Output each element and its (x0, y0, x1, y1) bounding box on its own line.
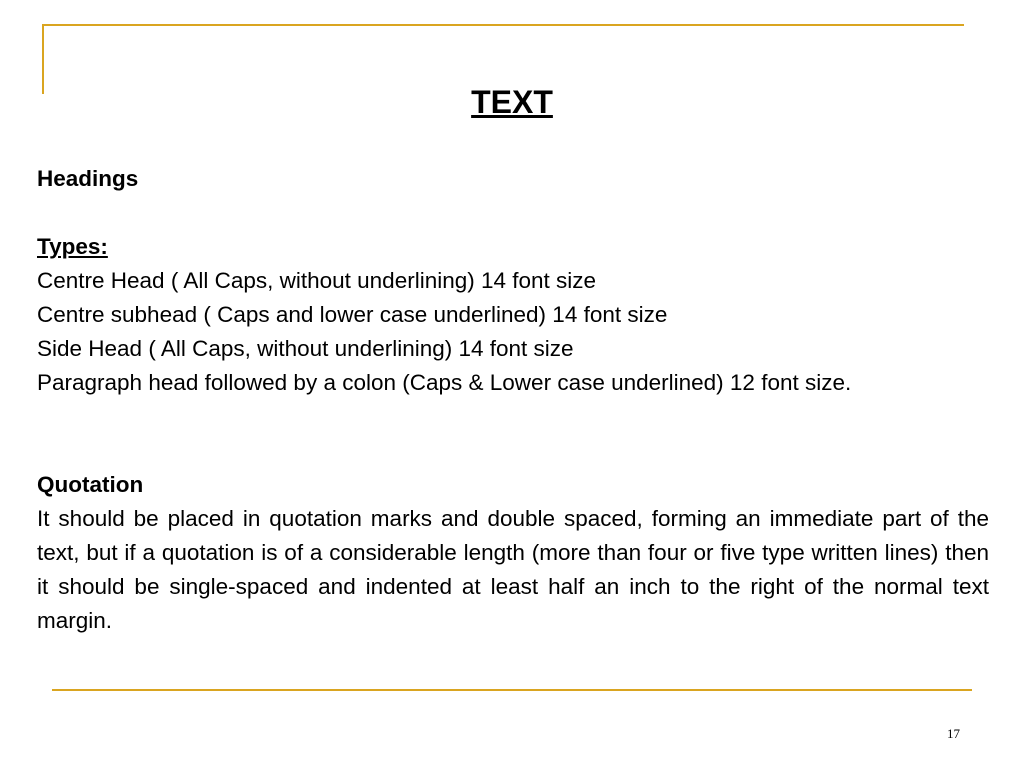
type-item-side-head: Side Head ( All Caps, without underlining) 14 font size (37, 336, 574, 361)
type-item-centre-head: Centre Head ( All Caps, without underlining) 14 font size (37, 268, 597, 293)
spacer (37, 400, 989, 468)
quotation-paragraph: It should be placed in quotation marks and double spaced, forming an immediate part of the text, but if a quotation is of a considerable length (more than four or five type written lines) then it should be single-spaced and indented at least half an inch to the right of the normal text margin. (37, 506, 989, 633)
spacer (37, 196, 989, 230)
slide-body (37, 162, 989, 638)
type-item-centre-subhead: Centre subhead ( Caps and lower case underlined) 14 font size (37, 302, 668, 327)
types-heading: Types: (37, 234, 108, 259)
quotation-heading: Quotation (37, 472, 144, 497)
bottom-horizontal-rule (52, 689, 972, 691)
type-item-paragraph-head: Paragraph head followed by a colon (Caps & Lower case underlined) 12 font size. (37, 370, 852, 395)
top-horizontal-rule (42, 24, 964, 26)
page-number: 17 (947, 726, 960, 741)
headings-heading: Headings (37, 166, 139, 191)
slide-title: TEXT (471, 84, 553, 120)
